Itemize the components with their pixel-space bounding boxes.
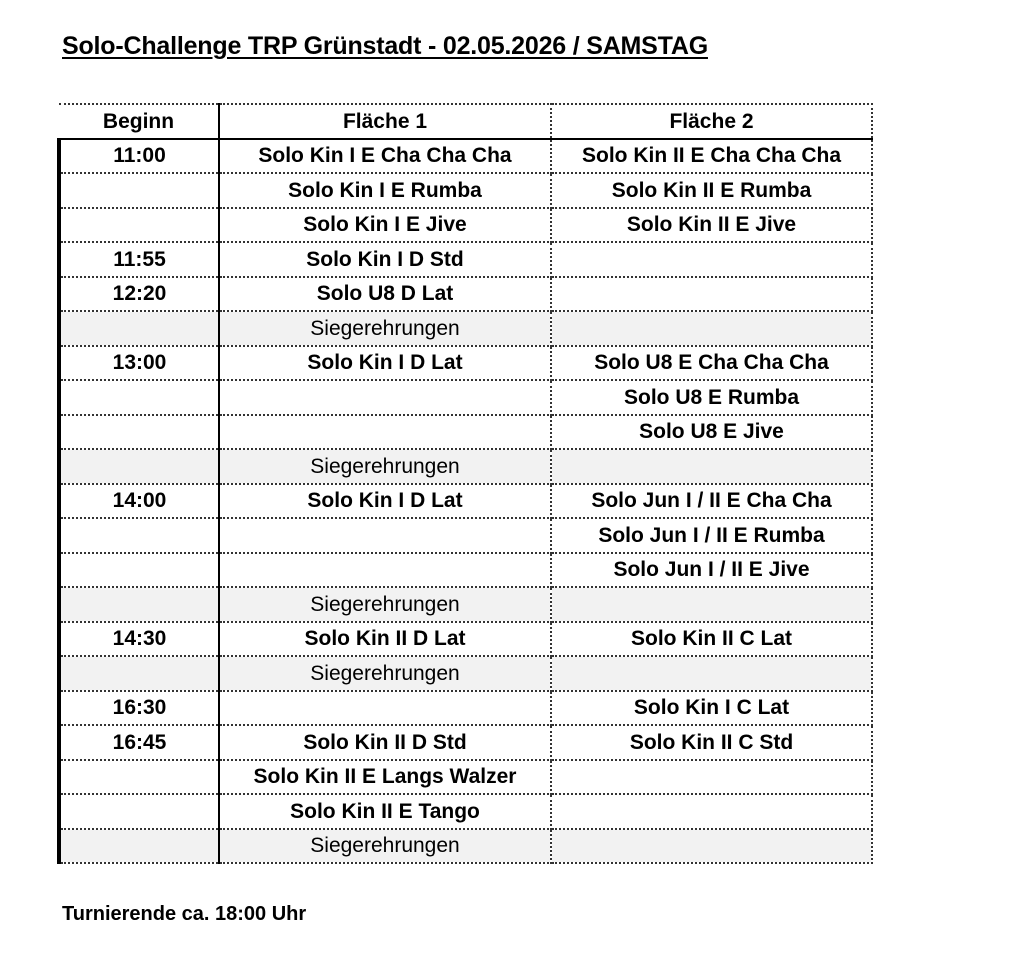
area-2-cell: [551, 794, 872, 829]
area-1-cell: Siegerehrungen: [219, 449, 551, 484]
start-time-cell: [59, 380, 219, 415]
start-time-cell: 16:30: [59, 691, 219, 726]
area-2-cell: Solo Kin II E Jive: [551, 208, 872, 243]
table-row: [59, 484, 872, 519]
start-time-cell: 12:20: [59, 277, 219, 312]
start-time-cell: [59, 553, 219, 588]
area-2-cell: [551, 242, 872, 277]
area-1-cell: Solo Kin I E Rumba: [219, 173, 551, 208]
start-time-cell: [59, 760, 219, 795]
column-header-area-2: Fläche 2: [551, 104, 872, 139]
area-2-cell: [551, 656, 872, 691]
area-2-cell: [551, 311, 872, 346]
table-header-row: [59, 104, 872, 139]
area-1-cell: Solo Kin I D Lat: [219, 484, 551, 519]
start-time-cell: [59, 208, 219, 243]
start-time-cell: [59, 794, 219, 829]
tournament-end-note: Turnierende ca. 18:00 Uhr: [62, 903, 307, 925]
table-row: [59, 208, 872, 243]
award-ceremony-row: [59, 656, 872, 691]
table-row: [59, 173, 872, 208]
table-row: [59, 794, 872, 829]
start-time-cell: 14:00: [59, 484, 219, 519]
table-row: [59, 242, 872, 277]
area-1-cell: [219, 691, 551, 726]
table-row: [59, 518, 872, 553]
area-2-cell: Solo U8 E Rumba: [551, 380, 872, 415]
area-1-cell: Siegerehrungen: [219, 311, 551, 346]
start-time-cell: 13:00: [59, 346, 219, 381]
area-2-cell: Solo Kin II E Rumba: [551, 173, 872, 208]
table-row: [59, 277, 872, 312]
area-1-cell: Solo Kin II D Lat: [219, 622, 551, 657]
area-2-cell: [551, 760, 872, 795]
table-row: [59, 139, 872, 174]
area-2-cell: Solo U8 E Jive: [551, 415, 872, 450]
table-row: [59, 346, 872, 381]
area-2-cell: Solo Kin I C Lat: [551, 691, 872, 726]
area-2-cell: Solo U8 E Cha Cha Cha: [551, 346, 872, 381]
start-time-cell: [59, 518, 219, 553]
start-time-cell: 14:30: [59, 622, 219, 657]
table-row: [59, 725, 872, 760]
area-2-cell: Solo Jun I / II E Cha Cha: [551, 484, 872, 519]
area-1-cell: [219, 553, 551, 588]
area-1-cell: Solo Kin II E Tango: [219, 794, 551, 829]
area-1-cell: Solo Kin II E Langs Walzer: [219, 760, 551, 795]
area-1-cell: Solo Kin I E Jive: [219, 208, 551, 243]
start-time-cell: [59, 656, 219, 691]
table-row: [59, 380, 872, 415]
column-header-begin: Beginn: [59, 104, 219, 139]
award-ceremony-row: [59, 587, 872, 622]
table-row: [59, 691, 872, 726]
area-2-cell: [551, 587, 872, 622]
area-1-cell: Solo U8 D Lat: [219, 277, 551, 312]
area-2-cell: [551, 829, 872, 864]
award-ceremony-row: [59, 449, 872, 484]
area-2-cell: Solo Jun I / II E Jive: [551, 553, 872, 588]
table-row: [59, 622, 872, 657]
area-1-cell: [219, 415, 551, 450]
start-time-cell: 11:00: [59, 139, 219, 174]
table-row: [59, 760, 872, 795]
area-1-cell: Solo Kin II D Std: [219, 725, 551, 760]
start-time-cell: 11:55: [59, 242, 219, 277]
schedule-table: [57, 103, 873, 864]
table-row: [59, 415, 872, 450]
page-title: Solo-Challenge TRP Grünstadt - 02.05.2026 / SAMSTAG: [62, 32, 708, 60]
start-time-cell: [59, 415, 219, 450]
area-1-cell: Solo Kin I E Cha Cha Cha: [219, 139, 551, 174]
area-2-cell: [551, 277, 872, 312]
area-2-cell: Solo Kin II C Std: [551, 725, 872, 760]
area-1-cell: [219, 518, 551, 553]
area-1-cell: Solo Kin I D Lat: [219, 346, 551, 381]
award-ceremony-row: [59, 829, 872, 864]
area-1-cell: Solo Kin I D Std: [219, 242, 551, 277]
start-time-cell: [59, 587, 219, 622]
area-2-cell: Solo Kin II E Cha Cha Cha: [551, 139, 872, 174]
start-time-cell: [59, 829, 219, 864]
area-1-cell: Siegerehrungen: [219, 656, 551, 691]
start-time-cell: [59, 449, 219, 484]
area-1-cell: [219, 380, 551, 415]
schedule-body: [59, 139, 872, 864]
start-time-cell: [59, 311, 219, 346]
award-ceremony-row: [59, 311, 872, 346]
table-row: [59, 553, 872, 588]
area-1-cell: Siegerehrungen: [219, 829, 551, 864]
area-2-cell: Solo Kin II C Lat: [551, 622, 872, 657]
column-header-area-1: Fläche 1: [219, 104, 551, 139]
area-2-cell: Solo Jun I / II E Rumba: [551, 518, 872, 553]
area-2-cell: [551, 449, 872, 484]
area-1-cell: Siegerehrungen: [219, 587, 551, 622]
start-time-cell: [59, 173, 219, 208]
start-time-cell: 16:45: [59, 725, 219, 760]
